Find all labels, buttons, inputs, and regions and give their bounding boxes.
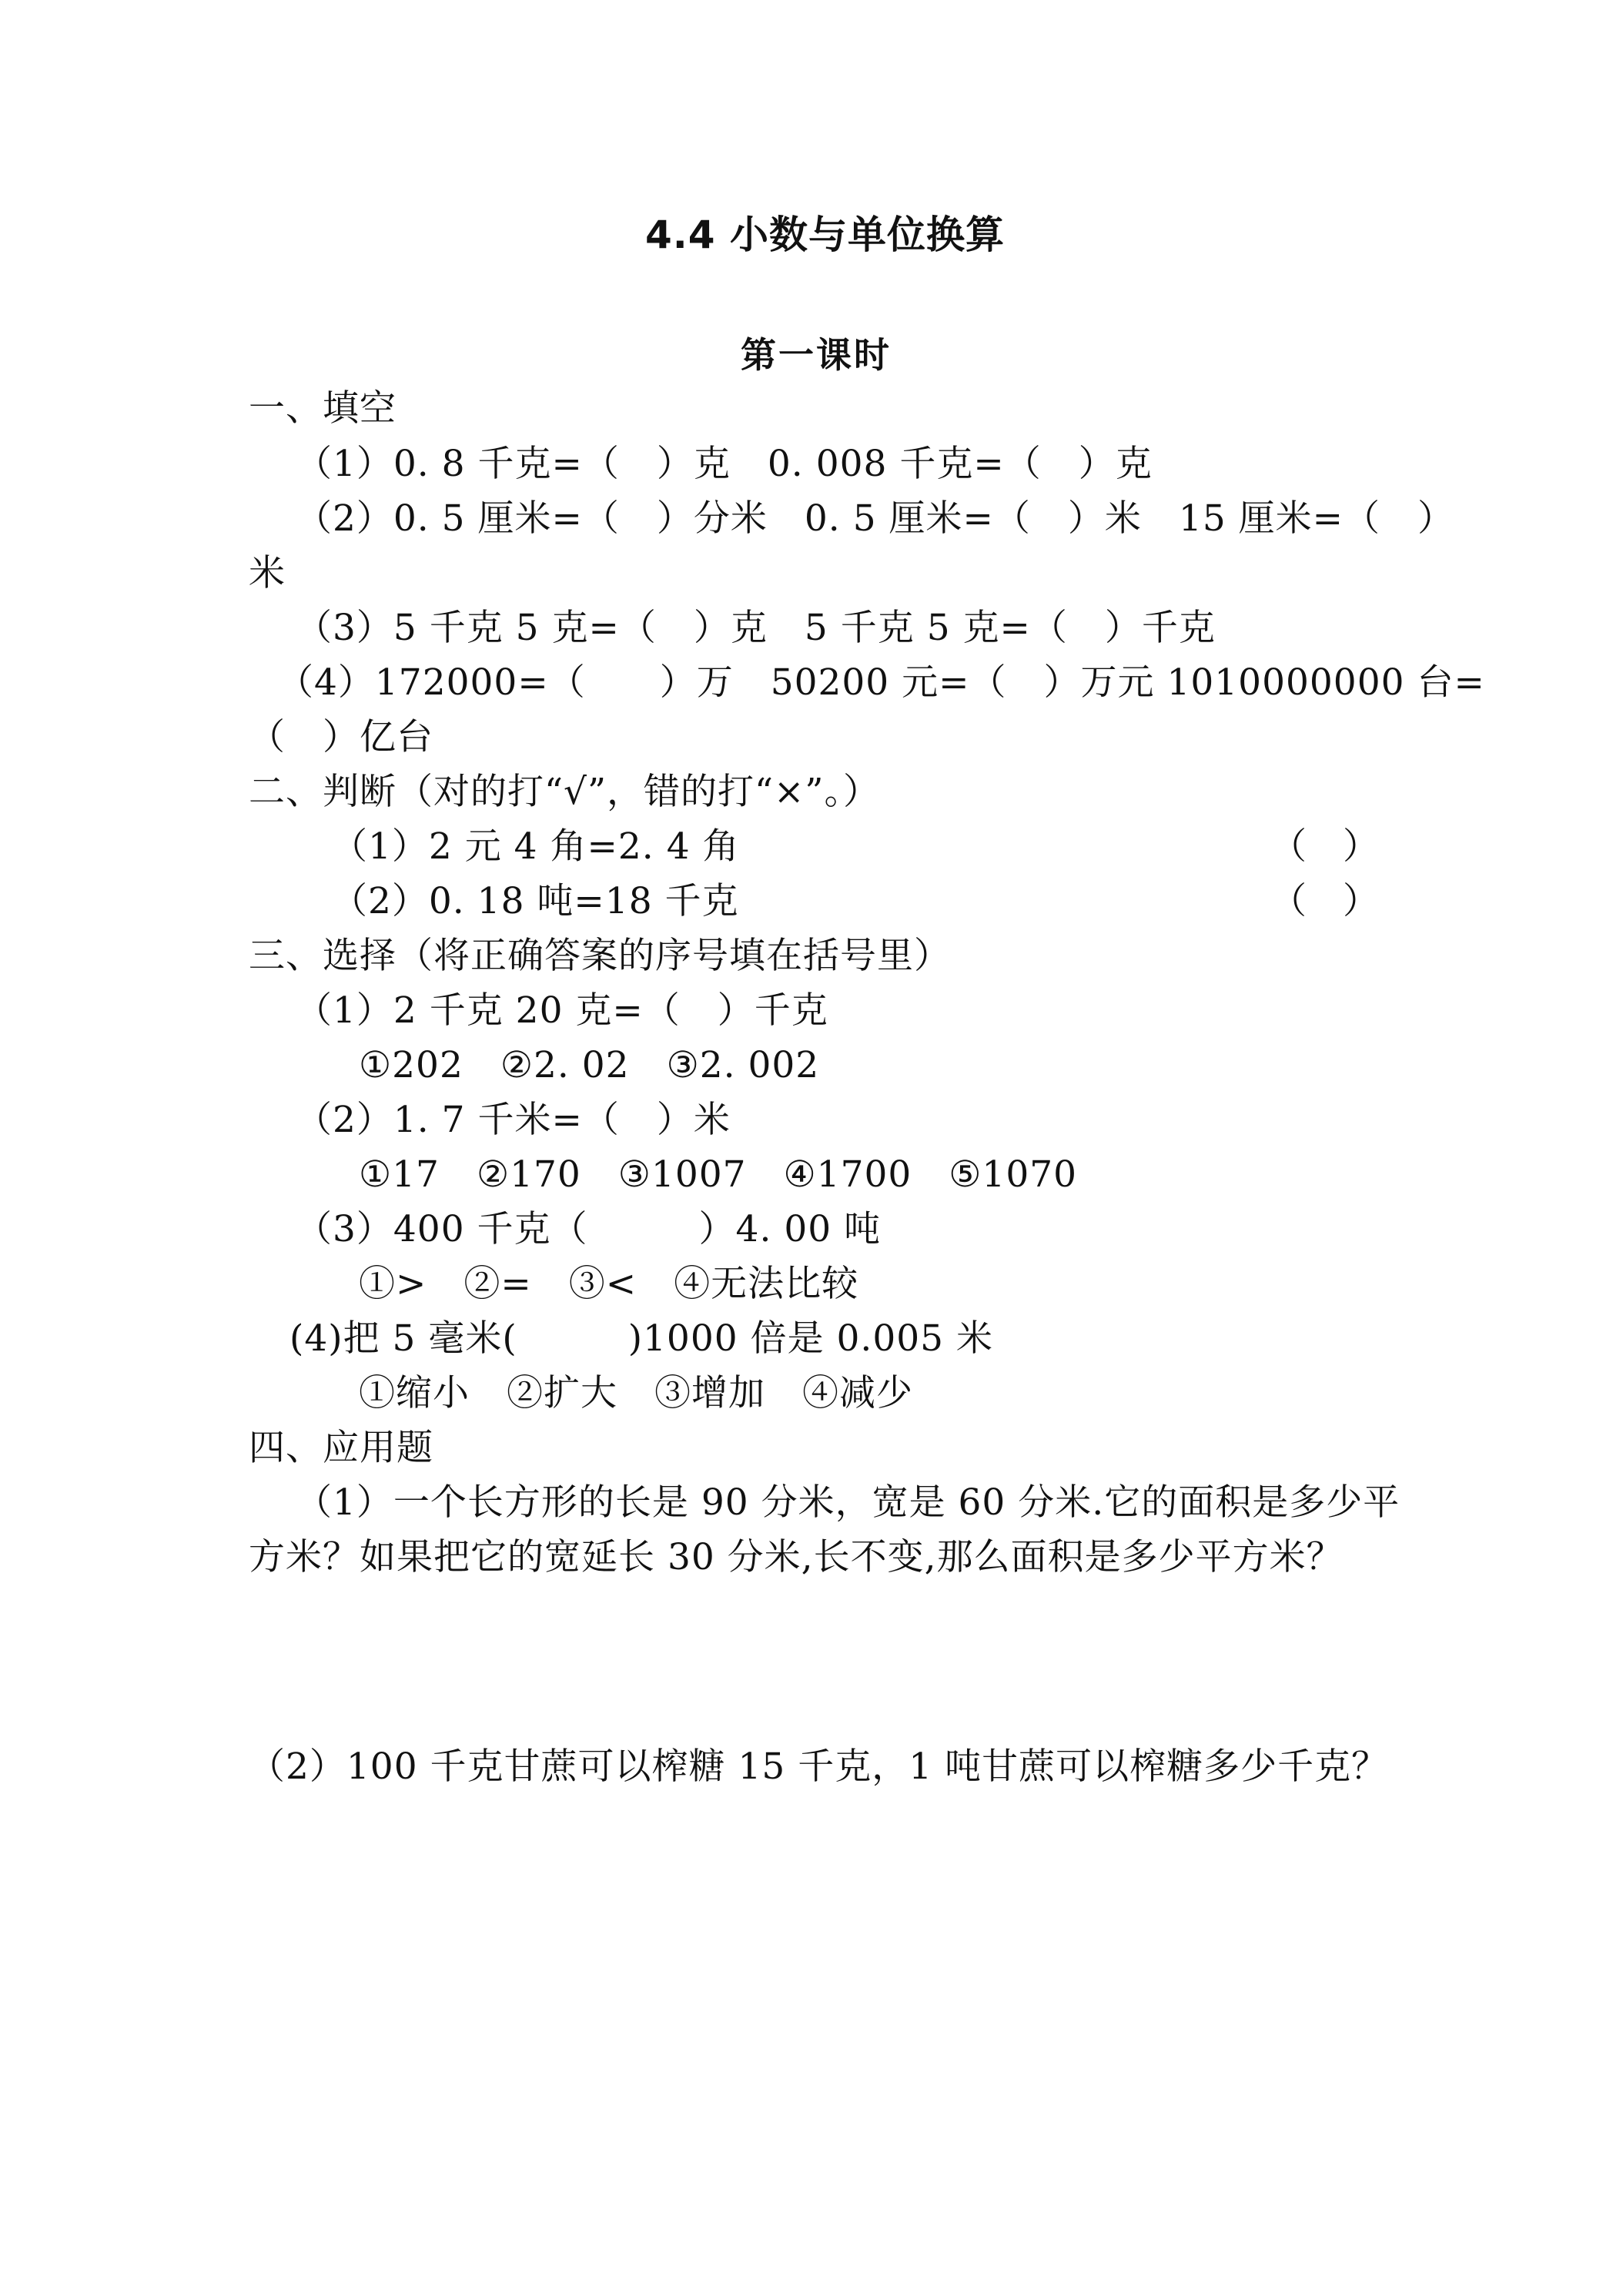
section2-question-2: （2）0. 18 吨=18 千克 <box>331 880 739 922</box>
section1-heading: 一、填空 <box>249 387 397 430</box>
page-title: 4.4 小数与单位换算 <box>645 213 1005 257</box>
section1-question-2: （2）0. 5 厘米=（ ）分米 0. 5 厘米=（ ）米 15 厘米=（ ） <box>296 497 1455 540</box>
section2-question-1: （1）2 元 4 角=2. 4 角 <box>331 825 740 868</box>
section1-question-4: （4）172000=（ ）万 50200 元=（ ）万元 1010000000 台= <box>277 661 1485 704</box>
section2-answer-blank-1: （ ） <box>1270 825 1379 868</box>
section2-heading: 二、判断（对的打“√”，错的打“×”。） <box>249 771 880 813</box>
section1-question-1: （1）0. 8 千克=（ ）克 0. 008 千克=（ ）克 <box>296 443 1153 485</box>
section4-question-1-continued: 方米？如果把它的宽延长 30 分米,长不变,那么面积是多少平方米？ <box>249 1536 1344 1578</box>
section3-question-4-options: ①缩小 ②扩大 ③增加 ④减少 <box>359 1372 913 1414</box>
section1-question-4-continued: （ ）亿台 <box>249 716 433 758</box>
section3-question-3-options: ①> ②= ③< ④无法比较 <box>359 1263 859 1305</box>
section3-question-2: （2）1. 7 千米=（ ）米 <box>296 1099 731 1141</box>
lesson-subtitle: 第一课时 <box>741 334 892 376</box>
section3-question-4: (4)把 5 毫米( )1000 倍是 0.005 米 <box>289 1317 994 1360</box>
section3-question-2-options: ①17 ②170 ③1007 ④1700 ⑤1070 <box>359 1153 1078 1196</box>
section3-question-1-options: ①202 ②2. 02 ③2. 002 <box>359 1044 820 1086</box>
section2-answer-blank-2: （ ） <box>1270 880 1379 922</box>
section4-question-1: （1）一个长方形的长是 90 分米，宽是 60 分米.它的面积是多少平 <box>296 1481 1400 1524</box>
section4-question-2: （2）100 千克甘蔗可以榨糖 15 千克，1 吨甘蔗可以榨糖多少千克？ <box>249 1745 1389 1788</box>
section1-question-2-continued: 米 <box>249 552 286 594</box>
section3-heading: 三、选择（将正确答案的序号填在括号里） <box>249 935 951 977</box>
section3-question-3: （3）400 千克（ ）4. 00 吨 <box>296 1208 882 1250</box>
section1-question-3: （3）5 千克 5 克=（ ）克 5 千克 5 克=（ ）千克 <box>296 607 1216 649</box>
section3-question-1: （1）2 千克 20 克=（ ）千克 <box>296 989 828 1032</box>
section4-heading: 四、应用题 <box>249 1427 433 1469</box>
